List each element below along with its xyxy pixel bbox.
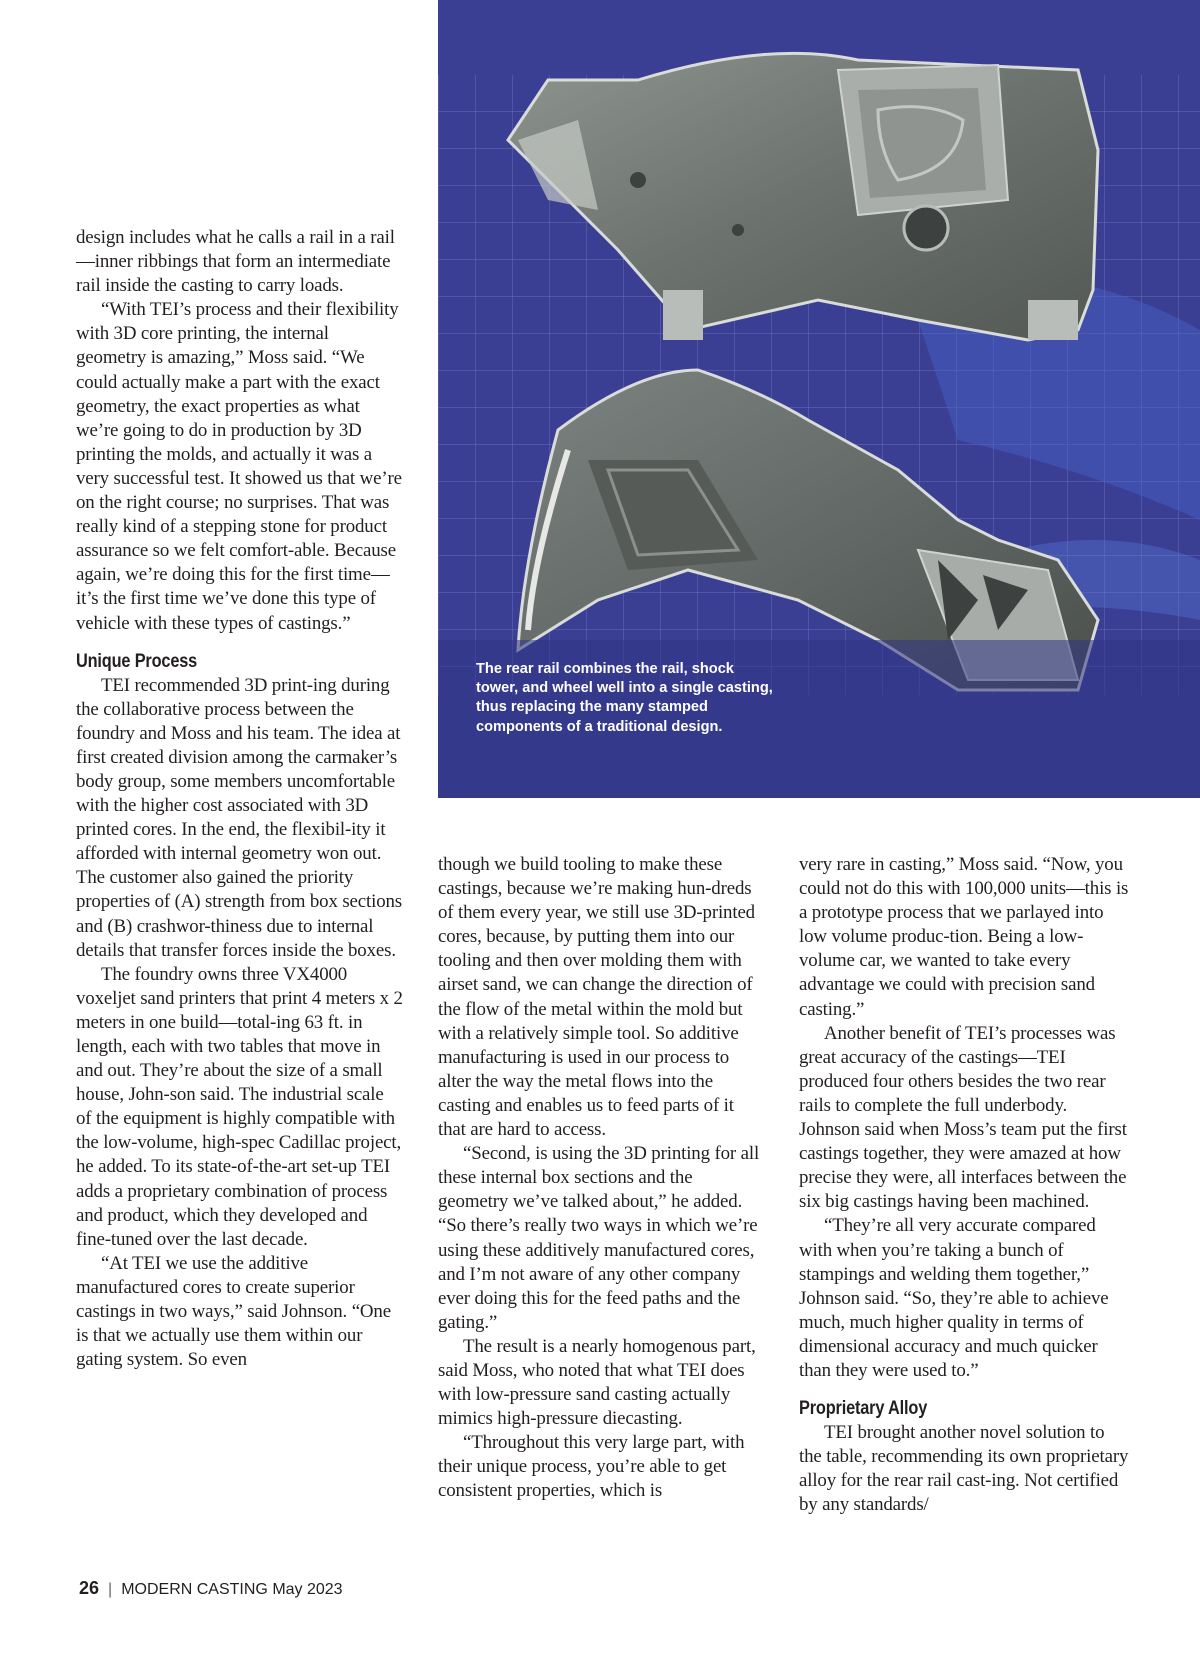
footer-separator: |: [108, 1581, 113, 1598]
paragraph: design includes what he calls a rail in a rail—inner ribbings that form an intermediate rail inside the casting to carry loads.: [76, 227, 395, 297]
paragraph: “At TEI we use the additive manufactured cores to create superior castings in two ways,” said Johnson. “One is that we actually use them within our gating system. So even: [76, 1252, 391, 1371]
paragraph: TEI brought another novel solution to the table, recommending its own proprietary alloy for the rear rail cast-ing. Not certified by any standards/: [799, 1422, 1129, 1516]
magazine-name: MODERN CASTING: [121, 1581, 268, 1598]
paragraph: Another benefit of TEI’s processes was great accuracy of the castings—TEI produced four others besides the two rear rails to complete the full underbody. Johnson said when Moss’s team put the first castings together, they were amazed at how precise they were, all interfaces between the six big castings having been machined.: [799, 1022, 1127, 1213]
paragraph: The foundry owns three VX4000 voxeljet sand printers that print 4 meters x 2 meters in one build—total-ing 63 ft. in length, each with two tables that move in and out. They’re about the size of a small house, John-son said. The industrial scale of the equipment is highly compatible with the low-volume, high-spec Cadillac project, he added. To its state-of-the-art set-up TEI adds a proprietary combination of process and product, which they developed and fine-tuned over the last decade.: [76, 963, 403, 1250]
text-column-1: [76, 226, 403, 1372]
paragraph: very rare in casting,” Moss said. “Now, you could not do this with 100,000 units—this is a prototype process that we parlayed into low volume produc-tion. Being a low-volume car, we wanted to take every advantage we could with precision sand casting.”: [799, 854, 1129, 1020]
photo-caption: The rear rail combines the rail, shock tower, and wheel well into a single casting, thus replacing the many stamped components of a traditional design.: [476, 661, 773, 735]
issue-date: May 2023: [272, 1581, 343, 1598]
section-heading: Unique Process: [76, 650, 198, 672]
castings-photo: [438, 0, 1200, 798]
page-number: 26: [79, 1578, 100, 1598]
text-column-2: [438, 853, 765, 1504]
text-column-3: [799, 853, 1129, 1517]
paragraph: “Second, is using the 3D printing for all these internal box sections and the geometry we’ve talked about,” he added. “So there’s really two ways in which we’re using these additively manufactured cores, and I’m not aware of any other company ever doing this for the feed paths and the gating.”: [438, 1143, 760, 1333]
page-footer: [79, 1578, 343, 1599]
paragraph: The result is a nearly homogenous part, said Moss, who noted that what TEI does with low-pressure sand casting actually mimics high-pressure diecasting.: [438, 1335, 756, 1430]
section-heading: Proprietary Alloy: [799, 1398, 928, 1420]
paragraph: “They’re all very accurate compared with when you’re taking a bunch of stampings and welding them together,” Johnson said. “So, they’re able to achieve much, much higher quality in terms of dimensional accuracy and much quicker than they were used to.”: [799, 1215, 1109, 1381]
paragraph: though we build tooling to make these castings, because we’re making hun-dreds of them every year, we still use 3D-printed cores, because, by putting them into our tooling and then over molding them with airset sand, we can change the direction of the flow of the metal within the mold but with a relatively simple tool. So additive manufacturing is used in our process to alter the way the metal flows into the casting and enables us to feed parts of it that are hard to access.: [438, 854, 755, 1141]
paragraph: TEI recommended 3D print-ing during the collaborative process between the foundry and Moss and his team. The idea at first created division among the carmaker’s body group, some members uncomfortable with the higher cost associated with 3D printed cores. In the end, the flexibil-ity it afforded with internal geometry won out. The customer also gained the priority properties of (A) strength from box sections and (B) crashwor-thiness due to internal details that transfer forces inside the boxes.: [76, 674, 403, 961]
paragraph: “Throughout this very large part, with their unique process, you’re able to get consistent properties, which is: [438, 1432, 745, 1502]
paragraph: “With TEI’s process and their flexibility with 3D core printing, the internal geometry is amazing,” Moss said. “We could actually make a part with the exact geometry, the exact properties as what we’re going to do in production by 3D printing the molds, and actually it was a very successful test. It showed us that we’re on the right course; no surprises. That was really kind of a stepping stone for product assurance so we felt comfort-able. Because again, we’re doing this for the first time—it’s the first time we’ve done this type of vehicle with these types of castings.”: [76, 299, 402, 634]
